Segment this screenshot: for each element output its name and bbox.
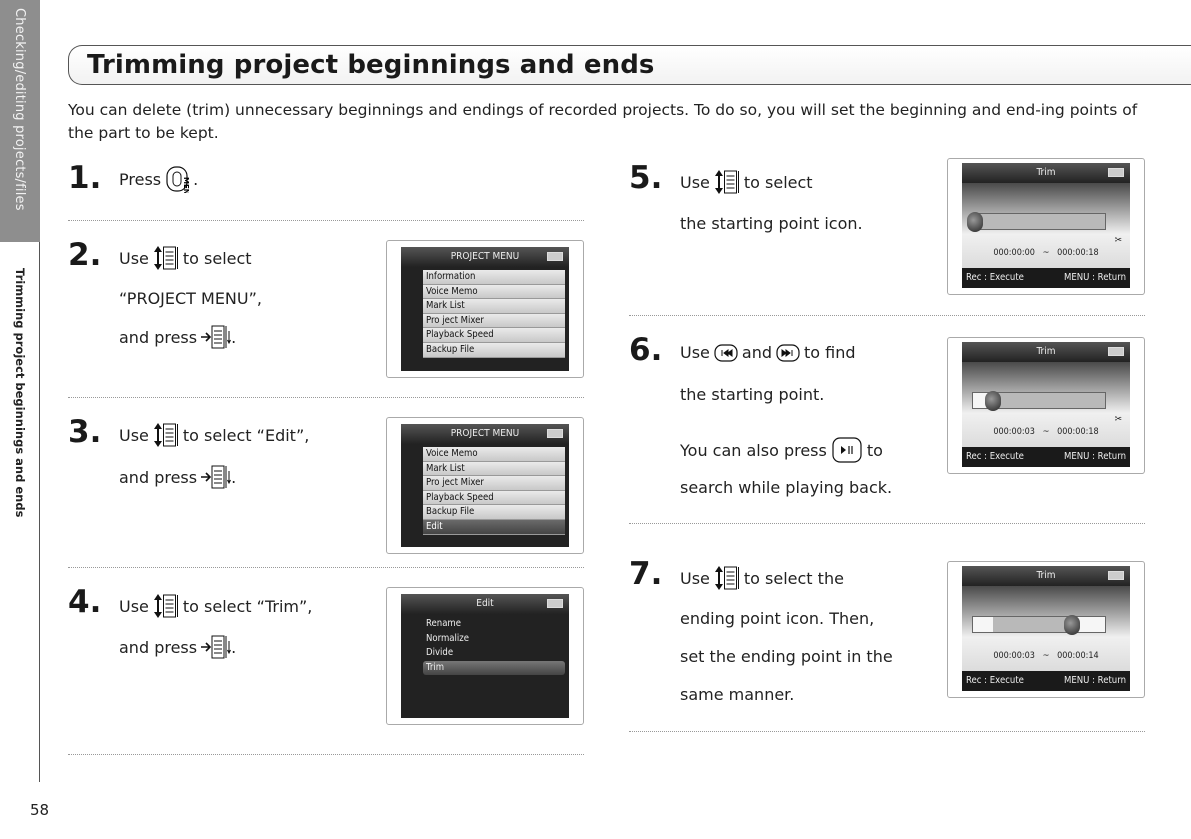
section-tab-label: Checking/editing projects/files (12, 8, 27, 211)
step-6-line-b: the starting point. (680, 385, 825, 404)
lcd-display (401, 424, 569, 547)
step-4-use: Use (119, 596, 149, 616)
menu-area (401, 444, 569, 547)
scroll-dial-icon (153, 421, 179, 449)
divider-6 (629, 523, 1145, 524)
trim-start-handle[interactable] (985, 391, 1001, 411)
side-divider (39, 242, 40, 782)
page-title: Trimming project beginnings and ends (87, 50, 655, 80)
menu-list (423, 447, 565, 535)
trim-selected-fill (993, 617, 1072, 632)
menu-button-icon (201, 463, 233, 491)
lcd-display (962, 163, 1130, 288)
lcd-display (962, 566, 1130, 691)
end-time: 000:00:18 (1057, 427, 1099, 437)
menu-item[interactable]: Backup File (423, 505, 565, 520)
lcd-title: Edit (476, 598, 494, 609)
step-6-line-d: search while playing back. (680, 478, 893, 497)
lcd-display (401, 594, 569, 718)
menu-item[interactable]: Voice Memo (423, 447, 565, 462)
step-7-line-b: ending point icon. Then, (680, 609, 875, 628)
step-2-number: 2. (68, 237, 102, 273)
scroll-dial-icon (714, 168, 740, 196)
end-time: 000:00:14 (1057, 651, 1099, 661)
step-3-and-press: and press (119, 467, 198, 487)
screen-project-menu (386, 240, 584, 378)
time-separator: ~ (1042, 651, 1050, 661)
menu-button-icon (201, 633, 233, 661)
step-6-to: to (866, 440, 883, 460)
step-6-to-find: to find (804, 343, 856, 362)
section-tab (0, 0, 40, 242)
lcd-footer (962, 268, 1130, 288)
step-2-line-c (119, 323, 236, 351)
divider-7 (629, 731, 1145, 732)
step-2-use: Use (119, 248, 149, 268)
time-range (962, 248, 1130, 258)
step-7-line-a (680, 564, 844, 592)
step-4-number: 4. (68, 584, 102, 620)
lcd-header (401, 247, 569, 267)
step-7-line-d: same manner. (680, 685, 795, 704)
start-time: 000:00:03 (993, 427, 1035, 437)
step-3-use: Use (119, 425, 149, 445)
battery-icon (547, 252, 563, 261)
screen-edit-menu (386, 587, 584, 725)
menu-item[interactable]: Playback Speed (423, 328, 565, 343)
step-3-line-a (119, 421, 309, 449)
menu-item[interactable]: Rename (426, 618, 462, 629)
step-3-line-b (119, 463, 236, 491)
page-number: 58 (30, 801, 50, 819)
step-5-line-a (680, 168, 813, 196)
lcd-header (962, 566, 1130, 586)
lcd-display (962, 342, 1130, 467)
step-5-line-b: the starting point icon. (680, 214, 863, 233)
lcd-title: Trim (1036, 570, 1056, 581)
divider-1 (68, 220, 584, 221)
battery-icon (547, 429, 563, 438)
menu-return-label: MENU : Return (1063, 675, 1126, 686)
trim-end-handle[interactable] (1064, 615, 1080, 635)
rec-execute-label: Rec : Execute (966, 272, 1024, 283)
step-3-period: . (231, 467, 237, 487)
scissors-icon: ✂ (1114, 414, 1122, 425)
trim-selected-fill (973, 214, 1105, 229)
step-5-to-select: to select (743, 172, 813, 192)
step-1-period: . (193, 169, 199, 189)
step-6-and: and (741, 343, 772, 362)
step-2-period: . (231, 327, 237, 347)
menu-item[interactable]: Information (423, 270, 565, 285)
menu-item-selected[interactable]: Trim (423, 661, 565, 676)
lcd-header (401, 594, 569, 614)
step-2-to-select: to select (182, 248, 252, 268)
step-1-number: 1. (68, 160, 102, 196)
menu-list (423, 270, 565, 358)
trim-range-bar (972, 392, 1106, 409)
scroll-dial-icon (153, 592, 179, 620)
menu-item[interactable]: Divide (426, 647, 454, 659)
time-separator: ~ (1042, 427, 1050, 437)
divider-4 (68, 754, 584, 755)
step-5-use: Use (680, 172, 710, 192)
step-3-number: 3. (68, 414, 102, 450)
end-time: 000:00:18 (1057, 248, 1099, 258)
step-6-use: Use (680, 343, 710, 362)
lcd-header (401, 424, 569, 444)
lcd-title: PROJECT MENU (450, 428, 520, 439)
menu-item-selected[interactable]: Edit (423, 520, 565, 535)
rec-execute-label: Rec : Execute (966, 675, 1024, 686)
step-7-use: Use (680, 568, 710, 588)
scroll-dial-icon (714, 564, 740, 592)
battery-icon (1108, 168, 1124, 177)
topic-tab-label: Trimming project beginnings and ends (13, 268, 27, 518)
step-6-line-c (680, 436, 883, 464)
step-7-to-select: to select the (743, 568, 844, 588)
menu-item[interactable]: Voice Memo (423, 285, 565, 300)
menu-return-label: MENU : Return (1063, 272, 1126, 283)
scroll-dial-icon (153, 244, 179, 272)
menu-item[interactable]: Backup File (423, 343, 565, 358)
menu-item[interactable]: Mark List (423, 299, 565, 314)
menu-area (401, 267, 569, 371)
lcd-footer (962, 447, 1130, 467)
screen-trim-3 (947, 561, 1145, 698)
step-5-number: 5. (629, 160, 663, 196)
menu-button-icon (201, 323, 233, 351)
divider-2 (68, 397, 584, 398)
start-time: 000:00:00 (993, 248, 1035, 258)
step-4-line-b (119, 633, 236, 661)
rewind-button-icon (714, 344, 738, 362)
step-2-line-a (119, 244, 252, 272)
step-1-line-press: Press (119, 169, 162, 189)
trim-range-bar (972, 616, 1106, 633)
step-6-number: 6. (629, 332, 663, 368)
step-4-to-select: to select “Trim”, (182, 596, 313, 616)
menu-item[interactable]: Playback Speed (423, 491, 565, 506)
fast-forward-button-icon (776, 344, 800, 362)
lcd-title: Trim (1036, 346, 1056, 357)
step-6-line-a (680, 343, 856, 362)
menu-item[interactable]: Pro ject Mixer (423, 476, 565, 491)
trim-body (962, 586, 1130, 671)
step-4-period: . (231, 637, 237, 657)
battery-icon (1108, 347, 1124, 356)
trim-body (962, 183, 1130, 268)
screen-trim-2 (947, 337, 1145, 474)
divider-3 (68, 567, 584, 568)
step-4-and-press: and press (119, 637, 198, 657)
step-4-line-a (119, 592, 312, 620)
scissors-icon: ✂ (1114, 235, 1122, 246)
menu-area (401, 614, 569, 718)
lcd-title: Trim (1036, 167, 1056, 178)
time-range (962, 427, 1130, 437)
rec-execute-label: Rec : Execute (966, 451, 1024, 462)
step-2-line-b: “PROJECT MENU”, (119, 289, 262, 308)
trim-body (962, 362, 1130, 447)
menu-return-label: MENU : Return (1063, 451, 1126, 462)
step-7-number: 7. (629, 556, 663, 592)
lcd-header (962, 342, 1130, 362)
battery-icon (1108, 571, 1124, 580)
start-time: 000:00:03 (993, 651, 1035, 661)
step-1-text (119, 165, 198, 193)
battery-icon (547, 599, 563, 608)
screen-trim-1 (947, 158, 1145, 295)
time-range (962, 651, 1130, 661)
play-pause-button-icon (831, 436, 863, 464)
menu-item[interactable]: Normalize (426, 632, 470, 644)
title-bar (68, 45, 1191, 85)
step-2-and-press: and press (119, 327, 198, 347)
step-7-line-c: set the ending point in the (680, 647, 893, 666)
step-3-to-select: to select “Edit”, (182, 425, 310, 445)
step-6-also-press: You can also press (680, 440, 827, 460)
trim-range-bar (972, 213, 1106, 230)
divider-5 (629, 315, 1145, 316)
trim-start-handle[interactable] (967, 212, 983, 232)
lcd-footer (962, 671, 1130, 691)
screen-project-menu-edit (386, 417, 584, 554)
lcd-display (401, 247, 569, 371)
intro-paragraph: You can delete (trim) unnecessary beginnings and endings of recorded projects. To do so, you will set the beginning and end-ing points of the part to be kept. (68, 101, 1138, 142)
menu-list (423, 617, 565, 675)
trim-selected-fill (993, 393, 1105, 408)
menu-item[interactable]: Mark List (423, 462, 565, 477)
lcd-header (962, 163, 1130, 183)
menu-item[interactable]: Pro ject Mixer (423, 314, 565, 329)
lcd-title: PROJECT MENU (450, 251, 520, 262)
time-separator: ~ (1042, 248, 1050, 258)
